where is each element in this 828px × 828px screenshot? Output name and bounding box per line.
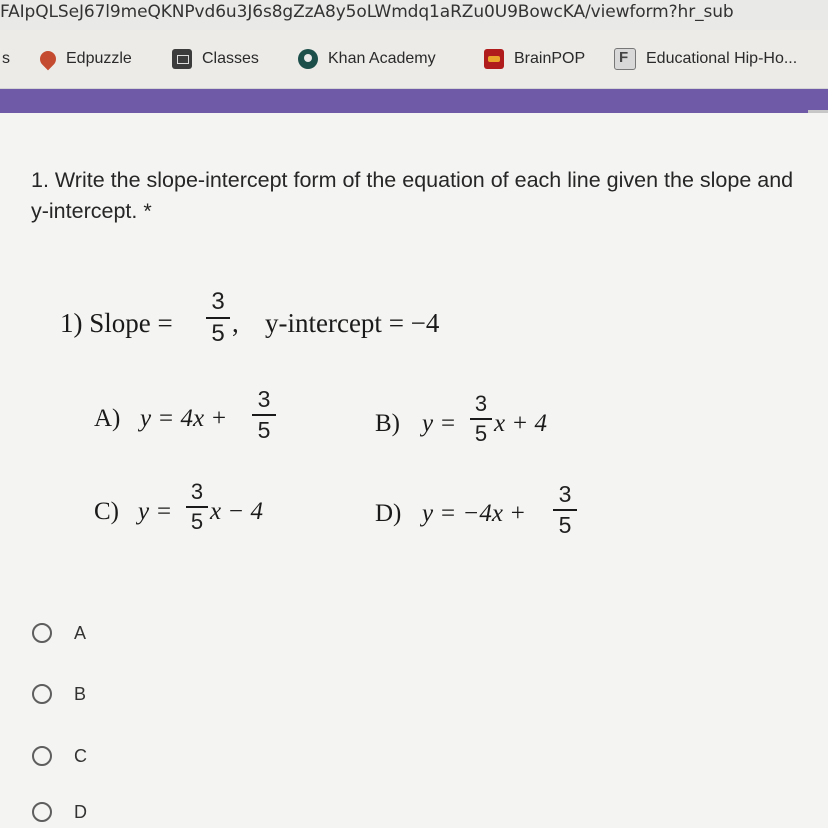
- choice-b-label: B): [375, 410, 400, 437]
- bookmark-edpuzzle[interactable]: [40, 46, 132, 72]
- radio-button[interactable]: [32, 684, 52, 704]
- bookmarks-bar: [0, 30, 828, 89]
- fraction-denominator: 5: [558, 512, 572, 538]
- url-text[interactable]: FAIpQLSeJ67l9meQKNPvd6u3J6s8gZzA8y5oLWmdq1aRZu0U9BowcKA/viewform?hr_sub: [0, 2, 734, 22]
- question-title: [31, 165, 811, 227]
- choice-a-fraction: [252, 388, 276, 442]
- bookmark-label: s: [2, 50, 10, 67]
- hiphop-icon: [614, 48, 636, 70]
- option-a[interactable]: [32, 617, 86, 649]
- bookmark-educational-hip-hop[interactable]: [614, 46, 797, 72]
- fraction-bar: [470, 418, 492, 420]
- choice-a-equation: y = 4x +: [140, 405, 228, 432]
- radio-button[interactable]: [32, 746, 52, 766]
- question-text: 1. Write the slope-intercept form of the equation of each line given the slope and y-intercept.: [31, 168, 794, 223]
- choice-c-tail: x − 4: [210, 498, 263, 525]
- fraction-denominator: 5: [474, 421, 488, 446]
- fraction-numerator: 3: [558, 481, 572, 507]
- option-label: B: [74, 683, 87, 704]
- option-label: C: [74, 745, 87, 766]
- classes-icon: [172, 49, 192, 69]
- fraction-numerator: 3: [190, 479, 204, 504]
- fraction-bar: [186, 506, 208, 508]
- choice-d-label: D): [375, 500, 402, 527]
- choice-c-equation: y =: [138, 498, 173, 525]
- bookmark-s[interactable]: [2, 46, 10, 72]
- problem-comma: ,: [232, 308, 239, 338]
- required-asterisk: *: [137, 199, 152, 223]
- choice-d-equation: y = −4x +: [422, 500, 527, 527]
- choice-d-fraction: [553, 483, 577, 537]
- problem-prefix: 1) Slope =: [60, 308, 173, 338]
- bookmark-label: BrainPOP: [514, 50, 586, 67]
- fraction-denominator: 5: [211, 320, 225, 347]
- bookmark-brainpop[interactable]: [484, 46, 585, 72]
- choice-c-fraction: [186, 481, 208, 533]
- fraction-denominator: 5: [190, 509, 204, 534]
- bookmark-label: Classes: [202, 50, 259, 67]
- choice-b-tail: x + 4: [494, 410, 547, 437]
- bookmark-classes[interactable]: [172, 46, 259, 72]
- problem-intercept: y-intercept = −4: [265, 308, 440, 338]
- option-d[interactable]: [32, 796, 87, 828]
- bookmark-khan-academy[interactable]: [298, 46, 436, 72]
- bookmark-label: Edpuzzle: [66, 50, 132, 67]
- fraction-bar: [206, 317, 230, 319]
- choice-a-label: A): [94, 405, 121, 432]
- fraction-numerator: 3: [474, 391, 488, 416]
- option-label: A: [74, 622, 87, 643]
- slope-fraction: [206, 290, 230, 346]
- bookmark-label: Educational Hip-Ho...: [646, 50, 798, 67]
- fraction-numerator: 3: [257, 386, 271, 412]
- radio-button[interactable]: [32, 802, 52, 822]
- choice-b-fraction: [470, 393, 492, 445]
- edpuzzle-icon: [37, 48, 60, 71]
- bookmark-label: Khan Academy: [328, 50, 436, 67]
- option-c[interactable]: [32, 740, 87, 772]
- khan-academy-icon: [298, 49, 318, 69]
- fraction-bar: [553, 509, 577, 511]
- radio-button[interactable]: [32, 623, 52, 643]
- choice-c-label: C): [94, 498, 119, 525]
- option-b[interactable]: [32, 678, 86, 710]
- fraction-bar: [252, 414, 276, 416]
- choice-b-equation: y =: [422, 410, 457, 437]
- fraction-numerator: 3: [211, 288, 225, 315]
- option-label: D: [74, 801, 87, 822]
- brainpop-icon: [484, 49, 504, 69]
- form-header-banner: [0, 89, 828, 113]
- address-bar[interactable]: [0, 0, 828, 30]
- fraction-denominator: 5: [257, 417, 271, 443]
